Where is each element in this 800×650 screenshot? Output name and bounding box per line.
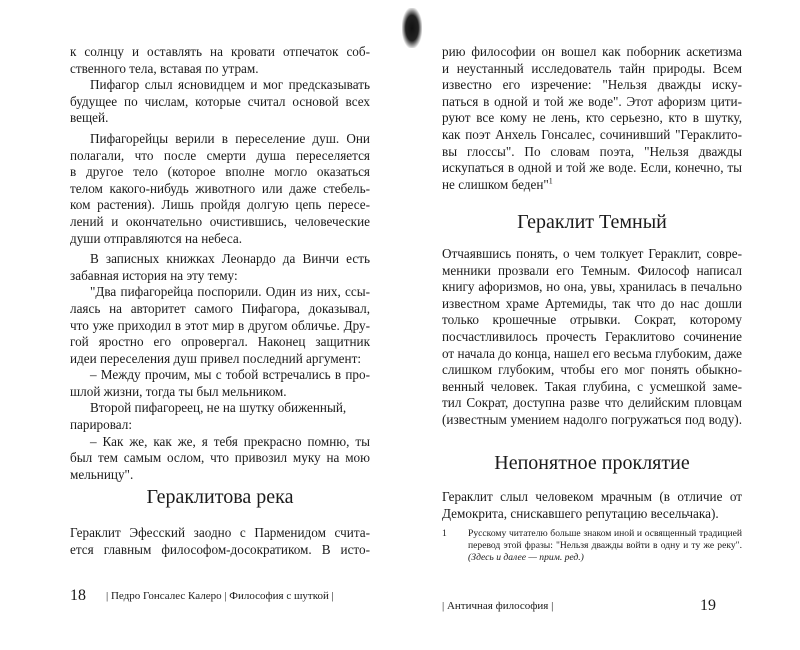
text-line: души отправляются на небеса. xyxy=(70,230,243,246)
text-line: известном храме Артемиды, так что до нас дошли xyxy=(442,295,742,311)
text-line: лаясь на авторитет самого Пифагора, доказывал, xyxy=(70,300,370,316)
text-line: известно его изречение: "Нельзя дважды иску- xyxy=(442,77,742,93)
text-line: посчастливилось прочесть Гераклитово сочинение xyxy=(442,328,742,344)
text-line: был тем самым ослом, что привозил муку на мою xyxy=(70,450,370,466)
text-line: Демокрита, снискавшего репутацию весельчака). xyxy=(442,505,719,521)
left-bottom-text xyxy=(70,525,370,558)
text-line: парировал: xyxy=(70,417,133,433)
footnote xyxy=(442,528,742,564)
text-line: Пифагор слыл ясновидцем и мог предсказывать xyxy=(90,77,370,93)
footnote-text: Русскому читателю больше знаком иной и освященный традицией перевод этой фразы: "Нельзя дважды войти в одну и ту же реку". xyxy=(468,528,742,551)
page-number-right: 19 xyxy=(700,597,716,614)
text-line: телом какого-нибудь животного или даже стебель- xyxy=(70,180,370,196)
running-footer-right: | Античная философия | xyxy=(442,600,554,612)
right-page xyxy=(400,0,800,650)
text-line: гой яростно его опровергал. Наконец защитник xyxy=(70,334,370,350)
left-body-text xyxy=(70,44,370,483)
text-line: шлой жизни, тогда ты был мельником. xyxy=(70,383,287,399)
text-line: и неустанный исследователь тайн природы. Всем xyxy=(442,60,742,76)
text-line: Гераклит Эфесский заодно с Парменидом счита- xyxy=(70,525,370,540)
left-para-5 xyxy=(70,284,370,367)
footnote-reference: 1 xyxy=(548,176,553,186)
text-line-content: не слишком беден" xyxy=(442,176,549,192)
text-line: "Два пифагорейца поспорили. Один из них, ссы- xyxy=(90,284,370,300)
text-line: полагали, что после смерти душа переселяется xyxy=(70,147,370,163)
text-line xyxy=(442,177,742,194)
text-line: книгу афоризмов, но она, увы, хранилась в печально xyxy=(442,279,742,295)
text-line: вы глоссы". По словам поэта, "Нельзя дважды xyxy=(442,143,742,159)
right-body-text xyxy=(442,44,742,193)
text-line: как поэт Анхель Гонсалес, сочинивший "Гераклито- xyxy=(442,126,742,142)
text-line: в другое тело (которое вполне могло оказаться xyxy=(70,164,370,180)
text-line: – Как же, как же, я тебя прекрасно помню, ты xyxy=(90,433,370,449)
text-line: венный человек. Такая глубина, с усмешкой заме- xyxy=(442,378,742,394)
text-line: только крошечные отрывки. Сократ, которому xyxy=(442,312,742,328)
text-line: тил Сократ, доступна разве что делийским пловцам xyxy=(442,395,742,411)
text-line: от начала до конца, нашел его весьма глубоким, даже xyxy=(442,345,742,361)
page-number-left: 18 xyxy=(70,587,86,604)
text-line: лений и окончательно очистившись, человеческие xyxy=(70,213,370,229)
text-line: ется главным философом-досократиком. В исто- xyxy=(70,541,370,557)
left-para-1 xyxy=(70,44,370,77)
left-para-6 xyxy=(70,367,370,400)
text-line: руют все кому не лень, кто серьезно, кто в шутку, xyxy=(442,110,742,126)
section-heading-heraclitus-dark: Гераклит Темный xyxy=(517,211,667,233)
text-line: забавная история на эту тему: xyxy=(70,267,238,283)
text-line: мельницу". xyxy=(70,466,134,482)
footnote-body xyxy=(468,528,742,564)
text-line: идеи переселения душ привел последний аргумент: xyxy=(70,350,362,366)
text-line: Пифагорейцы верили в переселение душ. Они xyxy=(90,130,370,146)
section-heading-heraclitus-river: Гераклитова река xyxy=(146,486,294,508)
footnote-editor-note: (Здесь и далее — прим. ред.) xyxy=(468,552,584,563)
text-line: рию философии он вошел как поборник аскетизма xyxy=(442,44,742,59)
text-line: – Между прочим, мы с тобой встречались в про- xyxy=(90,367,370,383)
left-para-2 xyxy=(70,77,370,127)
text-line: Отчаявшись понять, о чем толкует Гераклит, совре- xyxy=(442,246,742,261)
footnote-mark: 1 xyxy=(442,528,447,539)
left-para-4 xyxy=(70,251,370,284)
right-mid-text xyxy=(442,246,742,429)
text-line: ком растения). Лишь пройдя долгую цепь пересе- xyxy=(70,197,370,213)
text-line: паться в одной и той же воде". Этот афоризм цити- xyxy=(442,93,742,109)
left-para-7 xyxy=(70,400,370,433)
text-line: Гераклит слыл человеком мрачным (в отличие от xyxy=(442,489,742,504)
text-line: (известным умением надолго погружаться под воду). xyxy=(442,411,742,427)
left-para-8 xyxy=(70,434,370,484)
right-bottom-text xyxy=(442,489,742,522)
text-line: слишком глубоким, чтобы его мог понять обыкно- xyxy=(442,362,742,378)
text-line: вещей. xyxy=(70,110,109,126)
text-line: Второй пифагореец, не на шутку обиженный, xyxy=(90,400,347,416)
text-line: будущее по числам, которые считал основой всех xyxy=(70,93,370,109)
text-line: менники прозвали его Темным. Философ написал xyxy=(442,262,742,278)
left-para-3 xyxy=(70,131,370,247)
text-line: искупаться в одной и той же воде. Если, конечно, ты xyxy=(442,160,742,176)
section-heading-incomprehensible-curse: Непонятное проклятие xyxy=(494,452,690,474)
text-line: что уже приходил в этот мир в другом обличье. Дру- xyxy=(70,317,370,333)
text-line: к солнцу и оставлять на кровати отпечаток соб- xyxy=(70,44,370,59)
text-line: В записных книжках Леонардо да Винчи есть xyxy=(90,251,370,267)
text-line: ственного тела, вставая по утрам. xyxy=(70,60,259,76)
running-footer-left: | Педро Гонсалес Калеро | Философия с шуткой | xyxy=(106,590,334,602)
